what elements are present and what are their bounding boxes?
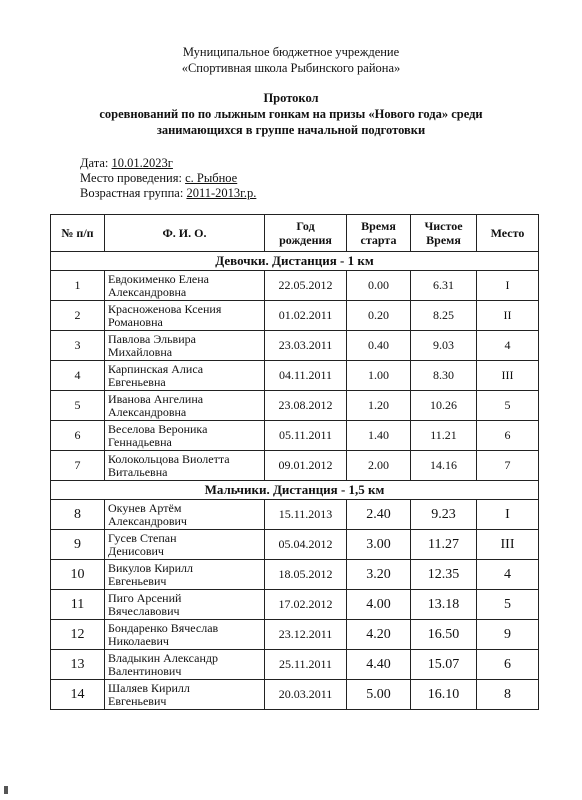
participant-number: 7 xyxy=(51,451,105,481)
participant-patronymic: Вячеславович xyxy=(108,603,180,618)
participant-number: 10 xyxy=(51,560,105,590)
place: 5 xyxy=(477,391,539,421)
place: 5 xyxy=(477,590,539,620)
net-time: 8.30 xyxy=(411,361,477,391)
participant-name xyxy=(105,361,265,391)
header-start-time xyxy=(347,215,411,252)
net-time: 15.07 xyxy=(411,650,477,680)
participant-number: 14 xyxy=(51,680,105,710)
organization-header xyxy=(0,44,582,76)
event-meta xyxy=(80,156,256,201)
date-line xyxy=(80,156,256,171)
section-boys-title: Мальчики. Дистанция - 1,5 км xyxy=(51,481,539,500)
table-row xyxy=(51,620,539,650)
participant-surname-name: Окунев Артём xyxy=(108,500,182,515)
birth-date: 23.03.2011 xyxy=(265,331,347,361)
place: I xyxy=(477,500,539,530)
birth-date: 23.08.2012 xyxy=(265,391,347,421)
participant-name xyxy=(105,451,265,481)
start-time: 2.40 xyxy=(347,500,411,530)
table-row xyxy=(51,560,539,590)
birth-date: 22.05.2012 xyxy=(265,271,347,301)
results-table xyxy=(50,214,539,710)
participant-surname-name: Пиго Арсений xyxy=(108,590,182,605)
participant-name xyxy=(105,680,265,710)
participant-name xyxy=(105,530,265,560)
participant-patronymic: Евгеньевич xyxy=(108,573,167,588)
net-time: 14.16 xyxy=(411,451,477,481)
section-girls-title-row xyxy=(51,252,539,271)
start-time: 0.20 xyxy=(347,301,411,331)
start-time: 3.20 xyxy=(347,560,411,590)
table-row xyxy=(51,271,539,301)
start-time: 1.20 xyxy=(347,391,411,421)
place-label: Место проведения: xyxy=(80,171,186,185)
table-row xyxy=(51,391,539,421)
participant-patronymic: Геннадьевна xyxy=(108,434,172,449)
protocol-title xyxy=(60,90,522,138)
net-time: 6.31 xyxy=(411,271,477,301)
header-net-line-2: Время xyxy=(426,233,461,247)
participant-name xyxy=(105,421,265,451)
participant-patronymic: Валентинович xyxy=(108,663,182,678)
participant-patronymic: Михайловна xyxy=(108,344,173,359)
birth-date: 25.11.2011 xyxy=(265,650,347,680)
table-row xyxy=(51,590,539,620)
participant-patronymic: Денисович xyxy=(108,543,164,558)
place: 4 xyxy=(477,560,539,590)
place: III xyxy=(477,361,539,391)
birth-date: 04.11.2011 xyxy=(265,361,347,391)
net-time: 12.35 xyxy=(411,560,477,590)
header-place: Место xyxy=(477,215,539,252)
participant-name xyxy=(105,620,265,650)
participant-name xyxy=(105,271,265,301)
birth-date: 05.04.2012 xyxy=(265,530,347,560)
participant-name xyxy=(105,500,265,530)
header-birth-line-1: Год xyxy=(296,219,315,233)
participant-number: 4 xyxy=(51,361,105,391)
participant-name xyxy=(105,391,265,421)
table-row xyxy=(51,680,539,710)
participant-number: 13 xyxy=(51,650,105,680)
participant-name xyxy=(105,590,265,620)
participant-surname-name: Иванова Ангелина xyxy=(108,391,204,406)
place: 6 xyxy=(477,650,539,680)
table-row xyxy=(51,650,539,680)
participant-surname-name: Красноженова Ксения xyxy=(108,301,222,316)
organization-line-2: «Спортивная школа Рыбинского района» xyxy=(181,61,401,75)
participant-name xyxy=(105,560,265,590)
participant-number: 6 xyxy=(51,421,105,451)
start-time: 4.00 xyxy=(347,590,411,620)
participant-patronymic: Романовна xyxy=(108,314,163,329)
net-time: 10.26 xyxy=(411,391,477,421)
net-time: 13.18 xyxy=(411,590,477,620)
protocol-title-line-2: соревнований по по лыжным гонкам на призы «Нового года» среди xyxy=(99,107,483,121)
participant-surname-name: Павлова Эльвира xyxy=(108,331,196,346)
net-time: 9.03 xyxy=(411,331,477,361)
age-group-value: 2011-2013г.р. xyxy=(186,186,257,200)
participant-name xyxy=(105,301,265,331)
participant-patronymic: Евгеньевич xyxy=(108,693,167,708)
net-time: 9.23 xyxy=(411,500,477,530)
participant-number: 5 xyxy=(51,391,105,421)
participant-number: 11 xyxy=(51,590,105,620)
scan-mark xyxy=(4,786,8,794)
age-group-line xyxy=(80,186,256,201)
participant-name xyxy=(105,650,265,680)
participant-surname-name: Колокольцова Виолетта xyxy=(108,451,230,466)
protocol-title-line-3: занимающихся в группе начальной подготовки xyxy=(156,123,426,137)
age-group-label: Возрастная группа: xyxy=(80,186,187,200)
net-time: 11.21 xyxy=(411,421,477,451)
start-time: 5.00 xyxy=(347,680,411,710)
start-time: 4.40 xyxy=(347,650,411,680)
header-net-time xyxy=(411,215,477,252)
participant-surname-name: Шаляев Кирилл xyxy=(108,680,190,695)
net-time: 11.27 xyxy=(411,530,477,560)
start-time: 3.00 xyxy=(347,530,411,560)
table-row xyxy=(51,451,539,481)
table-header-row xyxy=(51,215,539,252)
participant-name xyxy=(105,331,265,361)
participant-patronymic: Витальевна xyxy=(108,464,168,479)
place: 8 xyxy=(477,680,539,710)
participant-number: 2 xyxy=(51,301,105,331)
start-time: 1.00 xyxy=(347,361,411,391)
header-birth-line-2: рождения xyxy=(279,233,332,247)
participant-number: 1 xyxy=(51,271,105,301)
table-row xyxy=(51,500,539,530)
header-birth-year xyxy=(265,215,347,252)
table-row xyxy=(51,361,539,391)
participant-number: 8 xyxy=(51,500,105,530)
header-num: № п/п xyxy=(51,215,105,252)
header-start-line-2: старта xyxy=(360,233,397,247)
place: 6 xyxy=(477,421,539,451)
participant-patronymic: Николаевич xyxy=(108,633,169,648)
net-time: 16.50 xyxy=(411,620,477,650)
birth-date: 09.01.2012 xyxy=(265,451,347,481)
participant-number: 12 xyxy=(51,620,105,650)
birth-date: 20.03.2011 xyxy=(265,680,347,710)
header-start-line-1: Время xyxy=(361,219,396,233)
place-line xyxy=(80,171,256,186)
start-time: 0.00 xyxy=(347,271,411,301)
protocol-title-line-1: Протокол xyxy=(263,91,319,105)
place-value: с. Рыбное xyxy=(185,171,238,185)
organization-line-1: Муниципальное бюджетное учреждение xyxy=(182,45,400,59)
start-time: 0.40 xyxy=(347,331,411,361)
participant-surname-name: Владыкин Александр xyxy=(108,650,218,665)
table-row xyxy=(51,331,539,361)
place: 7 xyxy=(477,451,539,481)
participant-patronymic: Александровна xyxy=(108,284,187,299)
results-body xyxy=(51,252,539,710)
place: II xyxy=(477,301,539,331)
table-row xyxy=(51,530,539,560)
date-label: Дата: xyxy=(80,156,112,170)
start-time: 2.00 xyxy=(347,451,411,481)
table-row xyxy=(51,301,539,331)
birth-date: 05.11.2011 xyxy=(265,421,347,451)
start-time: 4.20 xyxy=(347,620,411,650)
birth-date: 01.02.2011 xyxy=(265,301,347,331)
place: 4 xyxy=(477,331,539,361)
birth-date: 23.12.2011 xyxy=(265,620,347,650)
place: I xyxy=(477,271,539,301)
participant-patronymic: Александровна xyxy=(108,404,187,419)
net-time: 16.10 xyxy=(411,680,477,710)
participant-patronymic: Евгеньевна xyxy=(108,374,166,389)
date-value: 10.01.2023г xyxy=(111,156,173,170)
participant-surname-name: Викулов Кирилл xyxy=(108,560,194,575)
participant-surname-name: Карпинская Алиса xyxy=(108,361,204,376)
participant-surname-name: Веселова Вероника xyxy=(108,421,208,436)
participant-surname-name: Евдокименко Елена xyxy=(108,271,210,286)
birth-date: 15.11.2013 xyxy=(265,500,347,530)
section-girls-title: Девочки. Дистанция - 1 км xyxy=(51,252,539,271)
participant-number: 9 xyxy=(51,530,105,560)
birth-date: 18.05.2012 xyxy=(265,560,347,590)
place: 9 xyxy=(477,620,539,650)
net-time: 8.25 xyxy=(411,301,477,331)
section-boys-title-row xyxy=(51,481,539,500)
participant-surname-name: Гусев Степан xyxy=(108,530,177,545)
header-net-line-1: Чистое xyxy=(424,219,463,233)
header-fio: Ф. И. О. xyxy=(105,215,265,252)
place: III xyxy=(477,530,539,560)
participant-number: 3 xyxy=(51,331,105,361)
birth-date: 17.02.2012 xyxy=(265,590,347,620)
table-row xyxy=(51,421,539,451)
participant-patronymic: Александрович xyxy=(108,513,187,528)
start-time: 1.40 xyxy=(347,421,411,451)
participant-surname-name: Бондаренко Вячеслав xyxy=(108,620,219,635)
